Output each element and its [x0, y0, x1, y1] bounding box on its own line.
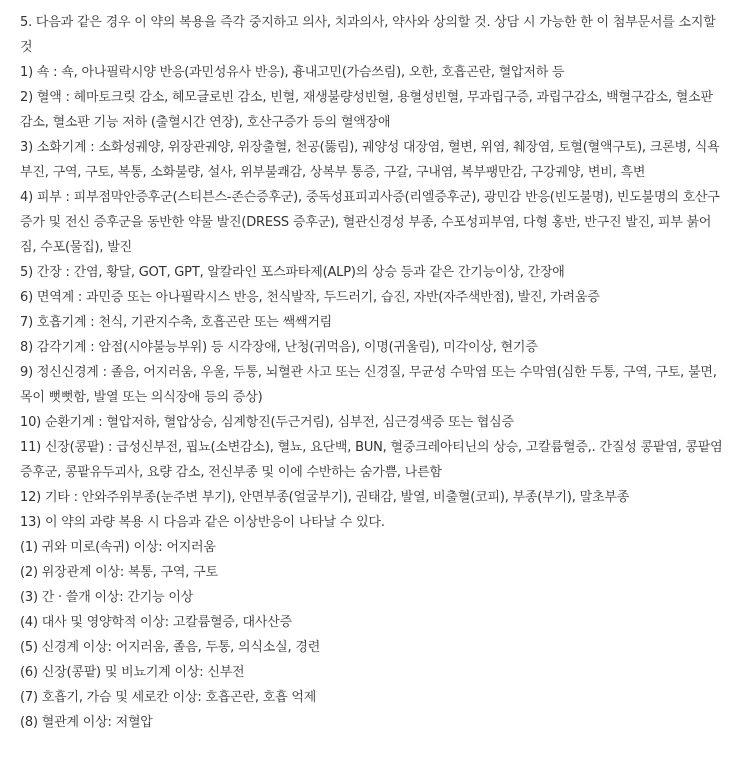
sub-list-item: (3) 간 · 쓸개 이상: 간기능 이상	[20, 590, 194, 605]
list-item: 3) 소화기계 : 소화성궤양, 위장관궤양, 위장출혈, 천공(뚫림), 궤양성 대장염, 혈변, 위염, 췌장염, 토혈(혈액구토), 크론병, 식욕부진, 구역, 구토, 복통, 소화불량, 설사, 위부불쾌감, 상복부 통증, 구갈, 구내염, 복부팽만감, 구강궤양, 변비, 흑변	[20, 140, 720, 180]
sub-list-item: (7) 호흡기, 가슴 및 세로칸 이상: 호흡곤란, 호흡 억제	[20, 690, 317, 705]
list-item: 2) 혈액 : 헤마토크릿 감소, 헤모글로빈 감소, 빈혈, 재생불량성빈혈, 용혈성빈혈, 무과립구증, 과립구감소, 백혈구감소, 혈소판감소, 혈소판 기능 저하 (출혈시간 연장), 호산구증가 등의 혈액장애	[20, 90, 713, 130]
list-item: 9) 정신신경계 : 졸음, 어지러움, 우울, 두통, 뇌혈관 사고 또는 신경질, 무균성 수막염 또는 수막염(심한 두통, 구역, 구토, 불면, 목이 뻣뻣함, 발열 또는 의식장애 등의 증상)	[20, 365, 717, 405]
list-item: 10) 순환기계 : 혈압저하, 혈압상승, 심계항진(두근거림), 심부전, 심근경색증 또는 협심증	[20, 415, 514, 430]
list-item: 5) 간장 : 간염, 황달, GOT, GPT, 알칼라인 포스파타제(ALP)의 상승 등과 같은 간기능이상, 간장애	[20, 265, 565, 280]
list-item: 13) 이 약의 과량 복용 시 다음과 같은 이상반응이 나타날 수 있다.	[20, 515, 385, 530]
sub-list-item: (4) 대사 및 영양학적 이상: 고칼륨혈증, 대사산증	[20, 615, 292, 630]
sub-list-item: (1) 귀와 미로(속귀) 이상: 어지러움	[20, 540, 216, 555]
list-item: 8) 감각기계 : 암점(시야불능부위) 등 시각장애, 난청(귀먹음), 이명(귀울림), 미각이상, 현기증	[20, 340, 538, 355]
sub-list-item: (8) 혈관계 이상: 저혈압	[20, 715, 153, 730]
sub-list-item: (2) 위장관계 이상: 복통, 구역, 구토	[20, 565, 218, 580]
list-item: 12) 기타 : 안와주위부종(눈주변 부기), 안면부종(얼굴부기), 권태감, 발열, 비출혈(코피), 부종(부기), 말초부종	[20, 490, 630, 505]
list-item: 1) 쇽 : 쇽, 아나필락시양 반응(과민성유사 반응), 흉내고민(가슴쓰림), 오한, 호흡곤란, 혈압저하 등	[20, 65, 565, 80]
list-item: 6) 면역계 : 과민증 또는 아나필락시스 반응, 천식발작, 두드러기, 습진, 자반(자주색반점), 발진, 가려움증	[20, 290, 600, 305]
list-item: 4) 피부 : 피부점막안증후군(스티븐스-존슨증후군), 중독성표피괴사증(리엘증후군), 광민감 반응(빈도불명), 빈도불명의 호산구 증가 및 전신 증후군을 동반한 약물 발진(DRESS 증후군), 혈관신경성 부종, 수포성피부염, 다형 홍반, 반구진 발진, 피부 붉어짐, 수포(물집), 발진	[20, 190, 720, 255]
document-body	[20, 10, 723, 735]
sub-list-item: (6) 신장(콩팥) 및 비뇨기계 이상: 신부전	[20, 665, 245, 680]
list-item: 11) 신장(콩팥) : 급성신부전, 핍뇨(소변감소), 혈뇨, 요단백, BUN, 혈중크레아티닌의 상승, 고칼륨혈증,. 간질성 콩팥염, 콩팥염증후군, 콩팥유두괴사, 요량 감소, 전신부종 및 이에 수반하는 숨가쁨, 나른함	[20, 440, 723, 480]
list-item: 7) 호흡기계 : 천식, 기관지수축, 호흡곤란 또는 쌕쌕거림	[20, 315, 333, 330]
section-heading: 5. 다음과 같은 경우 이 약의 복용을 즉각 중지하고 의사, 치과의사, 약사와 상의할 것. 상담 시 가능한 한 이 첨부문서를 소지할 것	[20, 15, 716, 55]
sub-list-item: (5) 신경계 이상: 어지러움, 졸음, 두통, 의식소실, 경련	[20, 640, 321, 655]
